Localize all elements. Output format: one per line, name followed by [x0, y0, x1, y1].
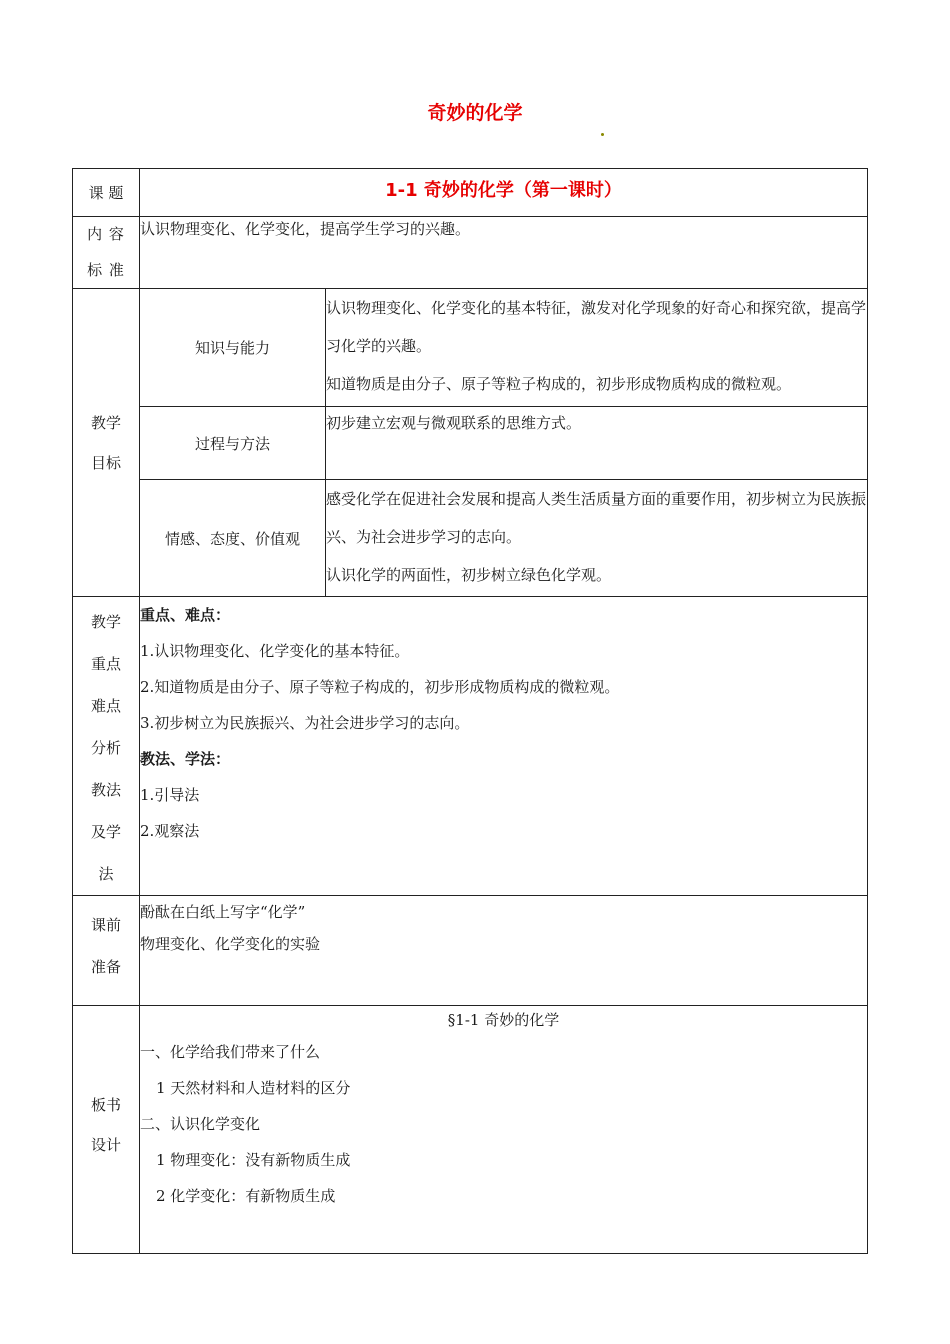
prep-line-1: 酚酞在白纸上写字“化学” — [140, 903, 306, 921]
key-point-1: 1.认识物理变化、化学变化的基本特征。 — [140, 642, 410, 660]
board-section-2: 二、认识化学变化 — [140, 1115, 261, 1133]
lesson-plan-table — [72, 168, 868, 1254]
board-label-cell — [73, 1006, 140, 1254]
goal-name-knowledge: 知识与能力 — [140, 289, 326, 407]
board-heading: §1-1 奇妙的化学 — [447, 1011, 560, 1029]
board-content — [140, 1006, 868, 1254]
goal-process-line1: 初步建立宏观与微观联系的思维方式。 — [326, 414, 582, 432]
analysis-label-1: 教学 — [90, 613, 121, 631]
prep-row — [73, 896, 868, 1006]
topic-label-cell — [73, 169, 140, 217]
goal-knowledge-line2: 知道物质是由分子、原子等粒子构成的，初步形成物质构成的微粒观。 — [326, 375, 792, 393]
key-point-2: 2.知道物质是由分子、原子等粒子构成的，初步形成物质构成的微粒观。 — [140, 678, 620, 696]
topic-row — [73, 169, 868, 217]
goal-knowledge-line1: 认识物理变化、化学变化的基本特征，激发对化学现象的好奇心和探究欲，提高学习化学的兴趣。 — [326, 299, 867, 355]
standard-value: 认识物理变化、化学变化，提高学生学习的兴趣。 — [140, 217, 868, 289]
method-1: 1.引导法 — [140, 786, 200, 804]
methods-heading: 教法、学法： — [140, 750, 231, 768]
key-point-3: 3.初步树立为民族振兴、为社会进步学习的志向。 — [140, 714, 470, 732]
analysis-row — [73, 597, 868, 896]
goal-row-knowledge — [73, 289, 868, 407]
standard-label-cell — [73, 217, 140, 289]
prep-label-cell — [73, 896, 140, 1006]
standard-label-line1: 内 容 — [87, 225, 125, 243]
board-section-1: 一、化学给我们带来了什么 — [140, 1043, 321, 1061]
standard-row — [73, 217, 868, 289]
decorative-dot — [601, 133, 604, 136]
goals-label-cell — [73, 289, 140, 597]
board-section-1-item-1: 1 天然材料和人造材料的区分 — [156, 1079, 351, 1097]
analysis-label-cell — [73, 597, 140, 896]
board-section-2-item-2: 2 化学变化：有新物质生成 — [156, 1187, 336, 1205]
goals-label-line1: 教学 — [90, 413, 121, 432]
board-label-line1: 板书 — [90, 1095, 121, 1114]
goal-content-attitude — [326, 480, 868, 597]
analysis-label-4: 分析 — [90, 739, 121, 757]
prep-content — [140, 896, 868, 1006]
goals-label-line2: 目标 — [90, 453, 121, 472]
goal-row-process — [73, 407, 868, 480]
board-row — [73, 1006, 868, 1254]
analysis-label-7: 法 — [98, 865, 114, 883]
prep-line-2: 物理变化、化学变化的实验 — [140, 935, 321, 953]
board-section-2-item-1: 1 物理变化：没有新物质生成 — [156, 1151, 351, 1169]
goal-name-process: 过程与方法 — [140, 407, 326, 480]
goal-attitude-line2: 认识化学的两面性，初步树立绿色化学观。 — [326, 566, 612, 584]
prep-label-line2: 准备 — [90, 958, 121, 976]
board-label-line2: 设计 — [90, 1135, 121, 1154]
analysis-label-5: 教法 — [90, 781, 121, 799]
prep-label-line1: 课前 — [90, 916, 121, 934]
analysis-content — [140, 597, 868, 896]
topic-label: 课 题 — [88, 184, 124, 202]
page-title: 奇妙的化学 — [427, 102, 523, 124]
method-2: 2.观察法 — [140, 822, 200, 840]
standard-label-line2: 标 准 — [87, 261, 125, 279]
analysis-label-6: 及学 — [90, 823, 121, 841]
goal-content-process — [326, 407, 868, 480]
goal-name-attitude: 情感、态度、价值观 — [140, 480, 326, 597]
goal-content-knowledge — [326, 289, 868, 407]
goal-row-attitude — [73, 480, 868, 597]
topic-title: 1-1 奇妙的化学（第一课时） — [140, 169, 868, 217]
analysis-label-2: 重点 — [90, 655, 121, 673]
key-points-heading: 重点、难点： — [140, 606, 231, 624]
goal-attitude-line1: 感受化学在促进社会发展和提高人类生活质量方面的重要作用，初步树立为民族振兴、为社会进步学习的志向。 — [326, 490, 867, 546]
analysis-label-3: 难点 — [90, 697, 121, 715]
